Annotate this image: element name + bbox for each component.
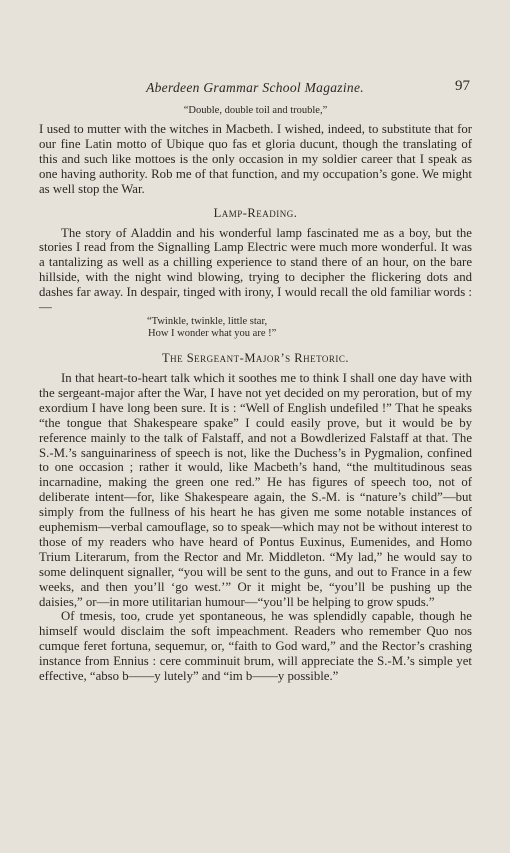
paragraph-heart-to-heart: In that heart-to-heart talk which it soothes me to think I shall one day have with the sergeant-major after the War, I have not yet decided on my peroration, but of my exordium I have long been sure. It is : “Well of English undefiled !” That he speaks “the tongue that Shakespeare spake” I could easily prove, but it would be by reference mainly to the talk of Falstaff, and not a Bowdlerized Falstaff at that. The S.-M.’s sanguinariness of speech is not, like the Duchess’s in Pygmalion, confined to one occasion ; rather it would, like Macbeth’s hand, “the multitudinous seas incarnadine, making the green one red.” He has figures of speech too, not of deliberate intent—for, like Shakespeare again, the S.-M. is “nature’s child”—but simply from the fullness of his heart he has given me some notable instances of euphemism—verbal camouflage, so to speak—which may not be without interest to those of my readers who have heard of Pontus Euxinus, Eumenides, and Homo Trium Literarum, from the Rector and Mr. Middleton. “My lad,” he would say to some delinquent signaller, “you will be sent to the guns, and out to France in a few weeks, and then you’ll ‘go west.’” Or it might be, “you’ll be pushing up the daisies,” or—in more utilitarian humour—“you’ll be helping to grow spuds.” [39,370,472,609]
paragraph-witches: I used to mutter with the witches in Macbeth. I wished, indeed, to substitute that for our fine Latin motto of Ubique quo fas et gloria ducunt, though the translating of this and such like mottoes is the only occasion in my soldier career that I speak as one having authority. Rob me of that function, and my occupation’s gone. We might as well stop the War. [39,122,472,196]
section-heading-sergeant-major: The Sergeant-Major’s Rhetoric. [161,350,350,365]
running-header [40,80,470,98]
article-body [39,104,472,684]
section-heading-lamp-reading: Lamp-Reading. [213,205,298,220]
epigraph-quote: “Double, double toil and trouble,” [183,105,328,116]
journal-title: Aberdeen Grammar School Magazine. [146,80,364,95]
paragraph-aladdin: The story of Aladdin and his wonderful lamp fascinated me as a boy, but the stories I read from the Signalling Lamp Electric were much more wonderful. It was a tantalizing as well as a chilling experience to stand there of an hour, on the bare hillside, with the night wind blowing, trying to decipher the flickering dots and dashes far away. In despair, tinged with irony, I would recall the old familiar words :— [39,225,472,315]
paragraph-tmesis: Of tmesis, too, crude yet spontaneous, he was splendidly capable, though he himself would disclaim the soft impeachment. Readers who remember Quo nos cumque feret fortuna, sequemur, or, “faith to God ward,” and the Rector’s crashing instance from Ennius : cere comminuit brum, will appreciate the S.-M.’s simple yet effective, “abso b——y lutely” and “im b——y possible.” [39,609,472,684]
verse-line: How I wonder what you are !” [148,328,277,340]
page-number: 97 [455,78,470,94]
verse-line: “Twinkle, twinkle, little star, [147,315,268,327]
verse-twinkle [147,316,472,341]
